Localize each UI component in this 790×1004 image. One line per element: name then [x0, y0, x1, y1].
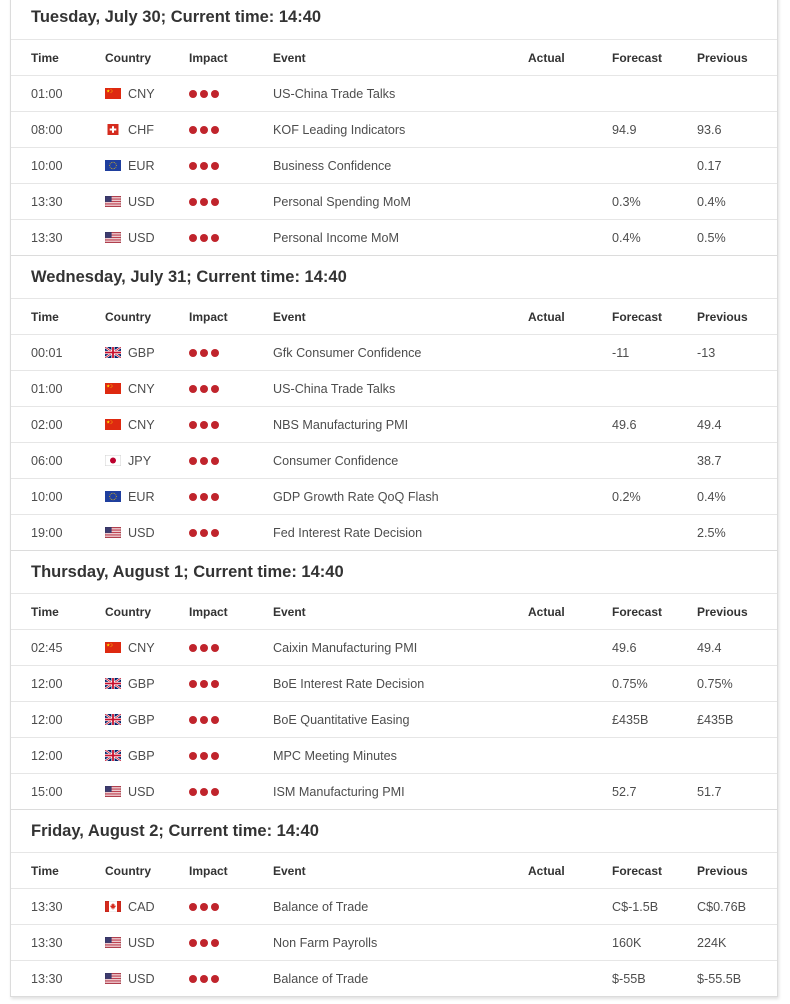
country-cell: [105, 231, 189, 245]
uk-flag-icon: [105, 714, 121, 725]
impact-dot: [200, 198, 208, 206]
event-cell: [273, 159, 528, 173]
column-header-event: Event: [273, 604, 306, 619]
column-header-actual: Actual: [528, 863, 565, 878]
country-cell: [105, 490, 189, 504]
impact-dot: [189, 90, 197, 98]
event-time: 10:00: [31, 158, 63, 173]
event-link[interactable]: Personal Spending MoM: [273, 194, 411, 209]
impact-indicator: [189, 457, 273, 465]
impact-dot: [200, 903, 208, 911]
forecast-value: £435B: [612, 712, 649, 727]
country-cell: [105, 900, 189, 914]
impact-dot: [211, 975, 219, 983]
column-header-row: [11, 39, 777, 75]
event-row: [11, 701, 777, 737]
column-header-actual: Actual: [528, 50, 565, 65]
column-header-time: Time: [31, 863, 59, 878]
previous-value: 2.5%: [697, 525, 726, 540]
event-cell: [273, 677, 528, 691]
us-flag-icon: [105, 937, 121, 948]
impact-dot: [200, 126, 208, 134]
event-link[interactable]: GDP Growth Rate QoQ Flash: [273, 489, 439, 504]
column-header-previous: Previous: [697, 604, 748, 619]
event-time: 06:00: [31, 453, 63, 468]
us-flag-icon: [105, 527, 121, 538]
event-time: 12:00: [31, 748, 63, 763]
impact-indicator: [189, 162, 273, 170]
impact-dot: [211, 126, 219, 134]
country-code: GBP: [128, 345, 155, 360]
event-cell: [273, 900, 528, 914]
event-time: 15:00: [31, 784, 63, 799]
event-time: 01:00: [31, 86, 63, 101]
country-cell: [105, 346, 189, 360]
column-header-time: Time: [31, 50, 59, 65]
china-flag-icon: [105, 419, 121, 430]
column-header-forecast: Forecast: [612, 863, 663, 878]
event-link[interactable]: Non Farm Payrolls: [273, 935, 378, 950]
country-cell: [105, 972, 189, 986]
country-code: USD: [128, 525, 155, 540]
impact-indicator: [189, 234, 273, 242]
event-row: [11, 75, 777, 111]
country-code: USD: [128, 935, 155, 950]
impact-dot: [211, 752, 219, 760]
previous-value: 0.5%: [697, 230, 726, 245]
event-cell: [273, 454, 528, 468]
impact-dot: [189, 716, 197, 724]
country-cell: [105, 382, 189, 396]
switzerland-flag-icon: [105, 124, 121, 135]
impact-dot: [200, 716, 208, 724]
column-header-event: Event: [273, 309, 306, 324]
forecast-value: 49.6: [612, 417, 637, 432]
impact-dot: [211, 421, 219, 429]
impact-dot: [189, 349, 197, 357]
event-row: [11, 334, 777, 370]
event-link[interactable]: Personal Income MoM: [273, 230, 399, 245]
impact-dot: [211, 680, 219, 688]
country-code: GBP: [128, 712, 155, 727]
event-time: 12:00: [31, 676, 63, 691]
impact-dot: [211, 939, 219, 947]
column-header-country: Country: [105, 50, 151, 65]
uk-flag-icon: [105, 347, 121, 358]
column-header-row: [11, 298, 777, 334]
event-cell: [273, 526, 528, 540]
impact-dot: [189, 680, 197, 688]
impact-dot: [200, 234, 208, 242]
impact-dot: [211, 457, 219, 465]
forecast-value: -11: [612, 345, 630, 360]
event-time: 13:30: [31, 971, 63, 986]
impact-dot: [211, 716, 219, 724]
event-cell: [273, 641, 528, 655]
country-code: GBP: [128, 676, 155, 691]
event-time: 10:00: [31, 489, 63, 504]
impact-dot: [189, 493, 197, 501]
column-header-country: Country: [105, 863, 151, 878]
event-cell: [273, 382, 528, 396]
event-cell: [273, 231, 528, 245]
event-link[interactable]: Balance of Trade: [273, 971, 369, 986]
china-flag-icon: [105, 642, 121, 653]
event-cell: [273, 749, 528, 763]
column-header-row: [11, 593, 777, 629]
impact-dot: [211, 162, 219, 170]
impact-dot: [189, 162, 197, 170]
event-row: [11, 183, 777, 219]
impact-indicator: [189, 644, 273, 652]
event-time: 13:30: [31, 935, 63, 950]
country-code: CNY: [128, 381, 155, 396]
day-header: Friday, August 2; Current time: 14:40: [11, 809, 777, 852]
event-link[interactable]: Consumer Confidence: [273, 453, 399, 468]
impact-dot: [200, 457, 208, 465]
impact-dot: [200, 349, 208, 357]
event-row: [11, 370, 777, 406]
day-section: [11, 550, 777, 809]
country-cell: [105, 123, 189, 137]
us-flag-icon: [105, 973, 121, 984]
event-row: [11, 924, 777, 960]
event-time: 13:30: [31, 230, 63, 245]
event-row: [11, 147, 777, 183]
impact-indicator: [189, 493, 273, 501]
impact-dot: [211, 493, 219, 501]
event-link[interactable]: Gfk Consumer Confidence: [273, 345, 422, 360]
economic-calendar: [10, 0, 778, 997]
country-cell: [105, 159, 189, 173]
event-row: [11, 737, 777, 773]
forecast-value: 0.2%: [612, 489, 641, 504]
country-code: EUR: [128, 489, 155, 504]
impact-dot: [200, 788, 208, 796]
event-time: 19:00: [31, 525, 63, 540]
event-row: [11, 629, 777, 665]
impact-dot: [189, 752, 197, 760]
country-code: CHF: [128, 122, 154, 137]
event-row: [11, 888, 777, 924]
previous-value: 0.75%: [697, 676, 733, 691]
impact-indicator: [189, 939, 273, 947]
day-header: Wednesday, July 31; Current time: 14:40: [11, 255, 777, 298]
canada-flag-icon: [105, 901, 121, 912]
country-code: CNY: [128, 417, 155, 432]
column-header-impact: Impact: [189, 863, 228, 878]
column-header-time: Time: [31, 604, 59, 619]
event-time: 13:30: [31, 194, 63, 209]
country-code: GBP: [128, 748, 155, 763]
event-cell: [273, 785, 528, 799]
eu-flag-icon: [105, 491, 121, 502]
event-row: [11, 960, 777, 996]
impact-indicator: [189, 752, 273, 760]
impact-dot: [189, 457, 197, 465]
eu-flag-icon: [105, 160, 121, 171]
country-code: JPY: [128, 453, 152, 468]
impact-dot: [200, 939, 208, 947]
country-code: USD: [128, 194, 155, 209]
column-header-impact: Impact: [189, 309, 228, 324]
event-time: 12:00: [31, 712, 63, 727]
china-flag-icon: [105, 383, 121, 394]
country-code: CNY: [128, 640, 155, 655]
impact-dot: [200, 493, 208, 501]
event-link[interactable]: US-China Trade Talks: [273, 381, 396, 396]
event-cell: [273, 346, 528, 360]
day-header: Tuesday, July 30; Current time: 14:40: [31, 8, 322, 26]
impact-dot: [200, 385, 208, 393]
country-cell: [105, 526, 189, 540]
country-cell: [105, 785, 189, 799]
event-row: [11, 514, 777, 550]
forecast-value: 160K: [612, 935, 642, 950]
event-link[interactable]: ISM Manufacturing PMI: [273, 784, 405, 799]
column-header-time: Time: [31, 309, 59, 324]
day-section: [11, 0, 777, 255]
country-cell: [105, 713, 189, 727]
column-header-forecast: Forecast: [612, 50, 663, 65]
previous-value: 0.17: [697, 158, 722, 173]
event-cell: [273, 490, 528, 504]
impact-dot: [189, 939, 197, 947]
impact-dot: [200, 644, 208, 652]
event-row: [11, 219, 777, 255]
previous-value: £435B: [697, 712, 734, 727]
previous-value: 49.4: [697, 640, 722, 655]
event-cell: [273, 418, 528, 432]
previous-value: 0.4%: [697, 194, 726, 209]
event-time: 13:30: [31, 899, 63, 914]
day-header: Thursday, August 1; Current time: 14:40: [11, 550, 777, 593]
event-link[interactable]: KOF Leading Indicators: [273, 122, 406, 137]
impact-dot: [200, 529, 208, 537]
event-time: 08:00: [31, 122, 63, 137]
impact-indicator: [189, 90, 273, 98]
event-cell: [273, 972, 528, 986]
impact-indicator: [189, 975, 273, 983]
previous-value: 38.7: [697, 453, 722, 468]
event-row: [11, 478, 777, 514]
impact-dot: [200, 680, 208, 688]
event-cell: [273, 936, 528, 950]
event-link[interactable]: Caixin Manufacturing PMI: [273, 640, 418, 655]
column-header-previous: Previous: [697, 309, 748, 324]
country-cell: [105, 677, 189, 691]
previous-value: C$0.76B: [697, 899, 747, 914]
country-cell: [105, 454, 189, 468]
event-time: 00:01: [31, 345, 63, 360]
impact-indicator: [189, 126, 273, 134]
event-row: [11, 406, 777, 442]
country-code: USD: [128, 971, 155, 986]
impact-dot: [189, 644, 197, 652]
event-row: [11, 442, 777, 478]
forecast-value: $-55B: [612, 971, 646, 986]
event-link[interactable]: US-China Trade Talks: [273, 86, 396, 101]
column-header-country: Country: [105, 604, 151, 619]
uk-flag-icon: [105, 750, 121, 761]
impact-dot: [211, 349, 219, 357]
china-flag-icon: [105, 88, 121, 99]
impact-dot: [200, 975, 208, 983]
country-cell: [105, 418, 189, 432]
impact-dot: [200, 752, 208, 760]
day-section: [11, 255, 777, 550]
column-header-impact: Impact: [189, 50, 228, 65]
uk-flag-icon: [105, 678, 121, 689]
event-link[interactable]: Fed Interest Rate Decision: [273, 525, 423, 540]
impact-dot: [211, 903, 219, 911]
impact-dot: [211, 385, 219, 393]
forecast-value: 0.75%: [612, 676, 648, 691]
previous-value: 93.6: [697, 122, 722, 137]
country-cell: [105, 936, 189, 950]
impact-indicator: [189, 788, 273, 796]
impact-dot: [211, 198, 219, 206]
column-header-actual: Actual: [528, 309, 565, 324]
impact-dot: [189, 126, 197, 134]
us-flag-icon: [105, 786, 121, 797]
column-header-event: Event: [273, 50, 306, 65]
country-code: CAD: [128, 899, 155, 914]
column-header-forecast: Forecast: [612, 309, 663, 324]
calendar-days: [11, 0, 777, 996]
event-cell: [273, 713, 528, 727]
previous-value: $-55.5B: [697, 971, 742, 986]
country-cell: [105, 195, 189, 209]
previous-value: 51.7: [697, 784, 722, 799]
impact-indicator: [189, 716, 273, 724]
country-code: USD: [128, 230, 155, 245]
event-cell: [273, 195, 528, 209]
country-code: EUR: [128, 158, 155, 173]
column-header-country: Country: [105, 309, 151, 324]
event-time: 02:00: [31, 417, 63, 432]
forecast-value: 0.4%: [612, 230, 641, 245]
impact-indicator: [189, 198, 273, 206]
event-link[interactable]: BoE Interest Rate Decision: [273, 676, 425, 691]
impact-dot: [200, 90, 208, 98]
event-cell: [273, 123, 528, 137]
impact-dot: [200, 421, 208, 429]
forecast-value: 52.7: [612, 784, 637, 799]
impact-dot: [189, 198, 197, 206]
previous-value: 0.4%: [697, 489, 726, 504]
impact-indicator: [189, 385, 273, 393]
column-header-row: [11, 852, 777, 888]
japan-flag-icon: [105, 455, 121, 466]
impact-dot: [211, 788, 219, 796]
country-cell: [105, 749, 189, 763]
impact-dot: [211, 234, 219, 242]
forecast-value: 94.9: [612, 122, 637, 137]
column-header-event: Event: [273, 863, 306, 878]
previous-value: 224K: [697, 935, 727, 950]
forecast-value: C$-1.5B: [612, 899, 659, 914]
us-flag-icon: [105, 232, 121, 243]
country-cell: [105, 87, 189, 101]
country-cell: [105, 641, 189, 655]
impact-indicator: [189, 529, 273, 537]
previous-value: -13: [697, 345, 716, 360]
event-row: [11, 773, 777, 809]
column-header-previous: Previous: [697, 863, 748, 878]
impact-indicator: [189, 903, 273, 911]
event-link[interactable]: Balance of Trade: [273, 899, 369, 914]
impact-indicator: [189, 680, 273, 688]
impact-dot: [189, 975, 197, 983]
event-row: [11, 111, 777, 147]
impact-dot: [211, 529, 219, 537]
impact-dot: [189, 385, 197, 393]
impact-dot: [211, 90, 219, 98]
impact-dot: [200, 162, 208, 170]
impact-dot: [189, 234, 197, 242]
event-link[interactable]: NBS Manufacturing PMI: [273, 417, 409, 432]
impact-indicator: [189, 349, 273, 357]
event-cell: [273, 87, 528, 101]
us-flag-icon: [105, 196, 121, 207]
forecast-value: 49.6: [612, 640, 637, 655]
event-row: [11, 665, 777, 701]
event-link[interactable]: Business Confidence: [273, 158, 392, 173]
impact-dot: [189, 529, 197, 537]
column-header-forecast: Forecast: [612, 604, 663, 619]
column-header-previous: Previous: [697, 50, 748, 65]
column-header-impact: Impact: [189, 604, 228, 619]
impact-indicator: [189, 421, 273, 429]
country-code: USD: [128, 784, 155, 799]
event-link[interactable]: BoE Quantitative Easing: [273, 712, 410, 727]
country-code: CNY: [128, 86, 155, 101]
forecast-value: 0.3%: [612, 194, 641, 209]
day-section: [11, 809, 777, 996]
column-header-actual: Actual: [528, 604, 565, 619]
impact-dot: [211, 644, 219, 652]
impact-dot: [189, 903, 197, 911]
impact-dot: [189, 421, 197, 429]
event-time: 01:00: [31, 381, 63, 396]
impact-dot: [189, 788, 197, 796]
event-time: 02:45: [31, 640, 63, 655]
previous-value: 49.4: [697, 417, 722, 432]
event-link[interactable]: MPC Meeting Minutes: [273, 748, 397, 763]
